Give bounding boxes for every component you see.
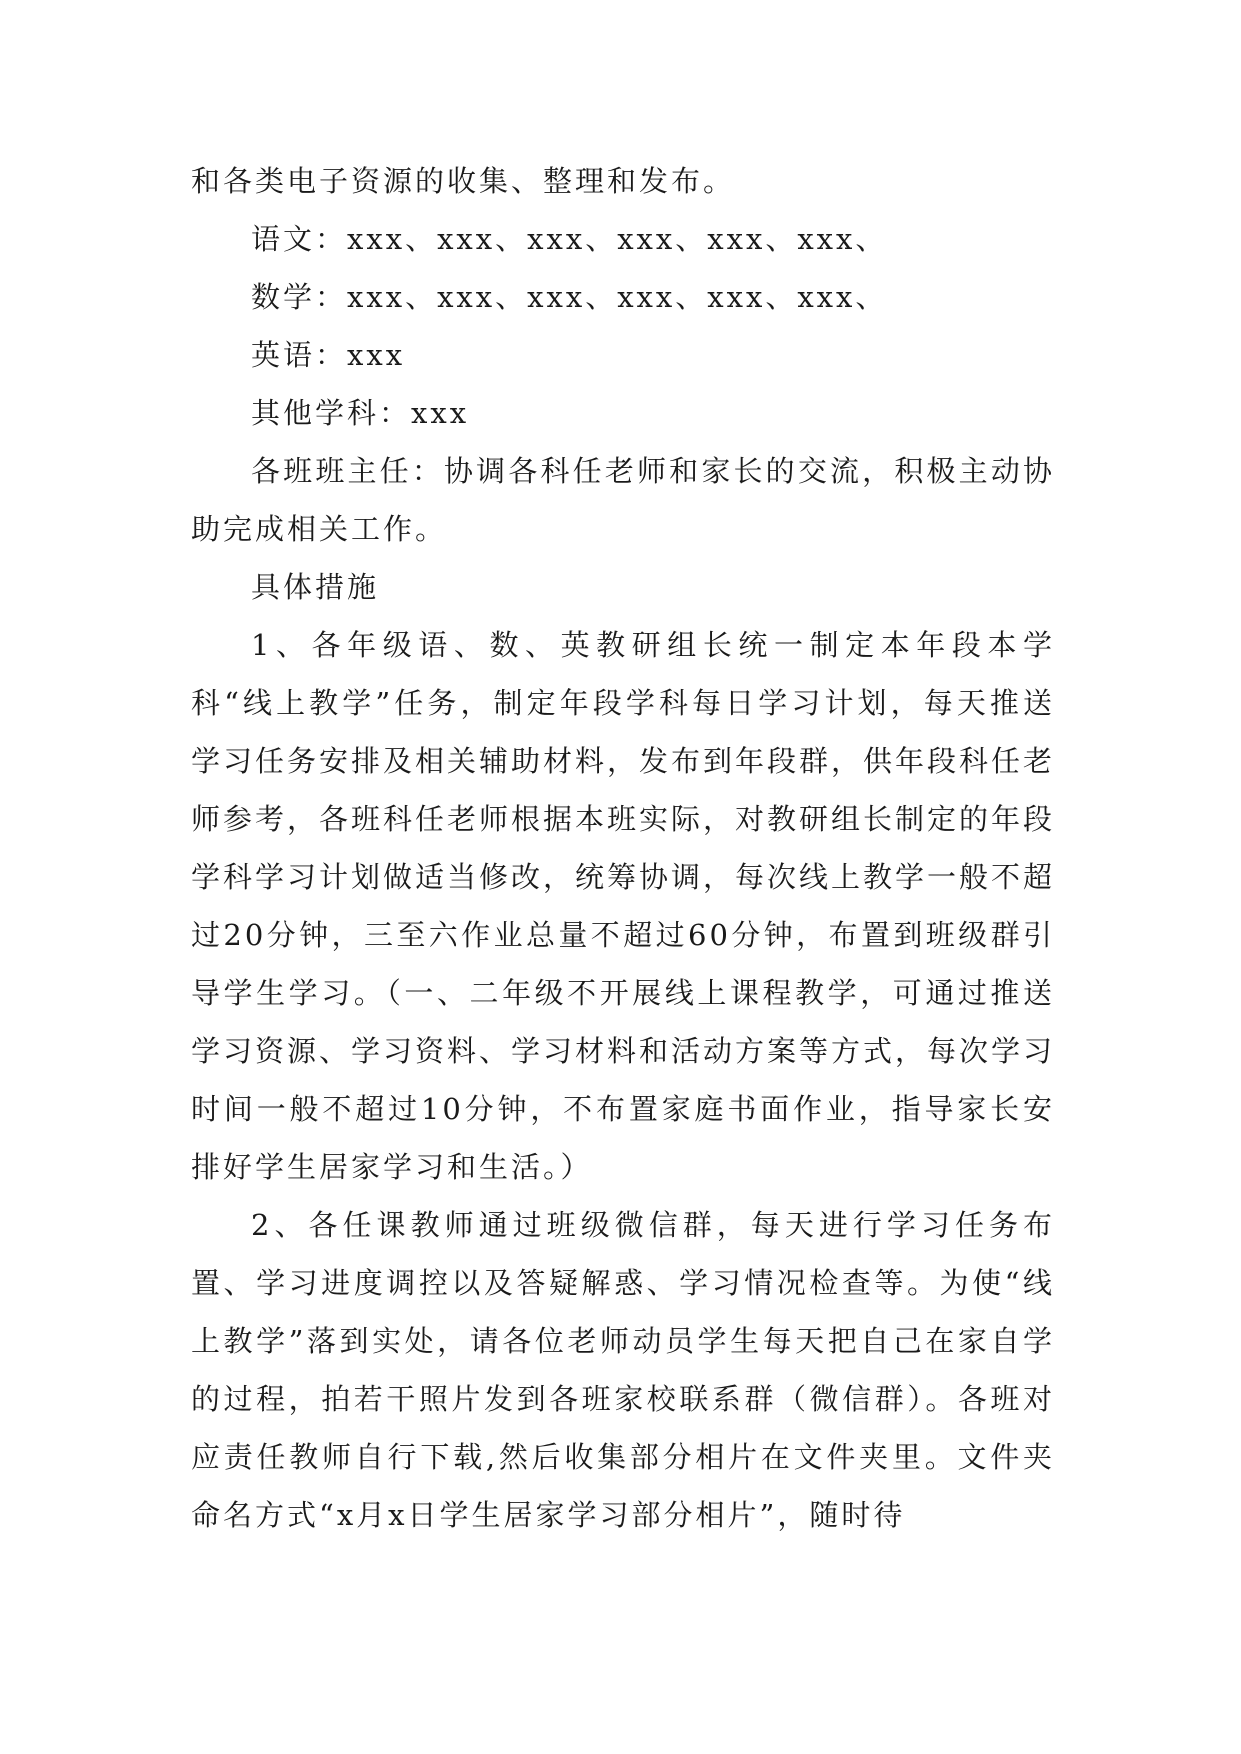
document-body xyxy=(191,152,1055,1544)
paragraph-english-staff: 英语：xxx xyxy=(251,338,406,372)
paragraph-other-subjects-staff: 其他学科：xxx xyxy=(251,396,470,430)
paragraph-math-staff: 数学：xxx、xxx、xxx、xxx、xxx、xxx、 xyxy=(251,280,888,314)
paragraph-measure-2: 2、各任课教师通过班级微信群，每天进行学习任务布置、学习进度调控以及答疑解惑、学习情况检查等。为使“线上教学”落到实处，请各位老师动员学生每天把自己在家自学的过程，拍若干照片发到各班家校联系群（微信群）。各班对应责任教师自行下载,然后收集部分相片在文件夹里。文件夹命名方式“x月x日学生居家学习部分相片”，随时待 xyxy=(191,1208,1055,1532)
paragraph-intro-end: 和各类电子资源的收集、整理和发布。 xyxy=(191,164,736,198)
paragraph-class-teachers: 各班班主任：协调各科任老师和家长的交流，积极主动协助完成相关工作。 xyxy=(191,454,1055,546)
paragraph-chinese-staff: 语文：xxx、xxx、xxx、xxx、xxx、xxx、 xyxy=(251,222,888,256)
paragraph-measure-1: 1、各年级语、数、英教研组长统一制定本年段本学科“线上教学”任务，制定年段学科每日学习计划，每天推送学习任务安排及相关辅助材料，发布到年段群，供年段科任老师参考，各班科任老师根据本班实际，对教研组长制定的年段学科学习计划做适当修改，统筹协调，每次线上教学一般不超过20分钟，三至六作业总量不超过60分钟，布置到班级群引导学生学习。（一、二年级不开展线上课程教学，可通过推送学习资源、学习资料、学习材料和活动方案等方式，每次学习时间一般不超过10分钟，不布置家庭书面作业，指导家长安排好学生居家学习和生活。） xyxy=(191,628,1056,1184)
section-heading-measures: 具体措施 xyxy=(251,570,380,604)
